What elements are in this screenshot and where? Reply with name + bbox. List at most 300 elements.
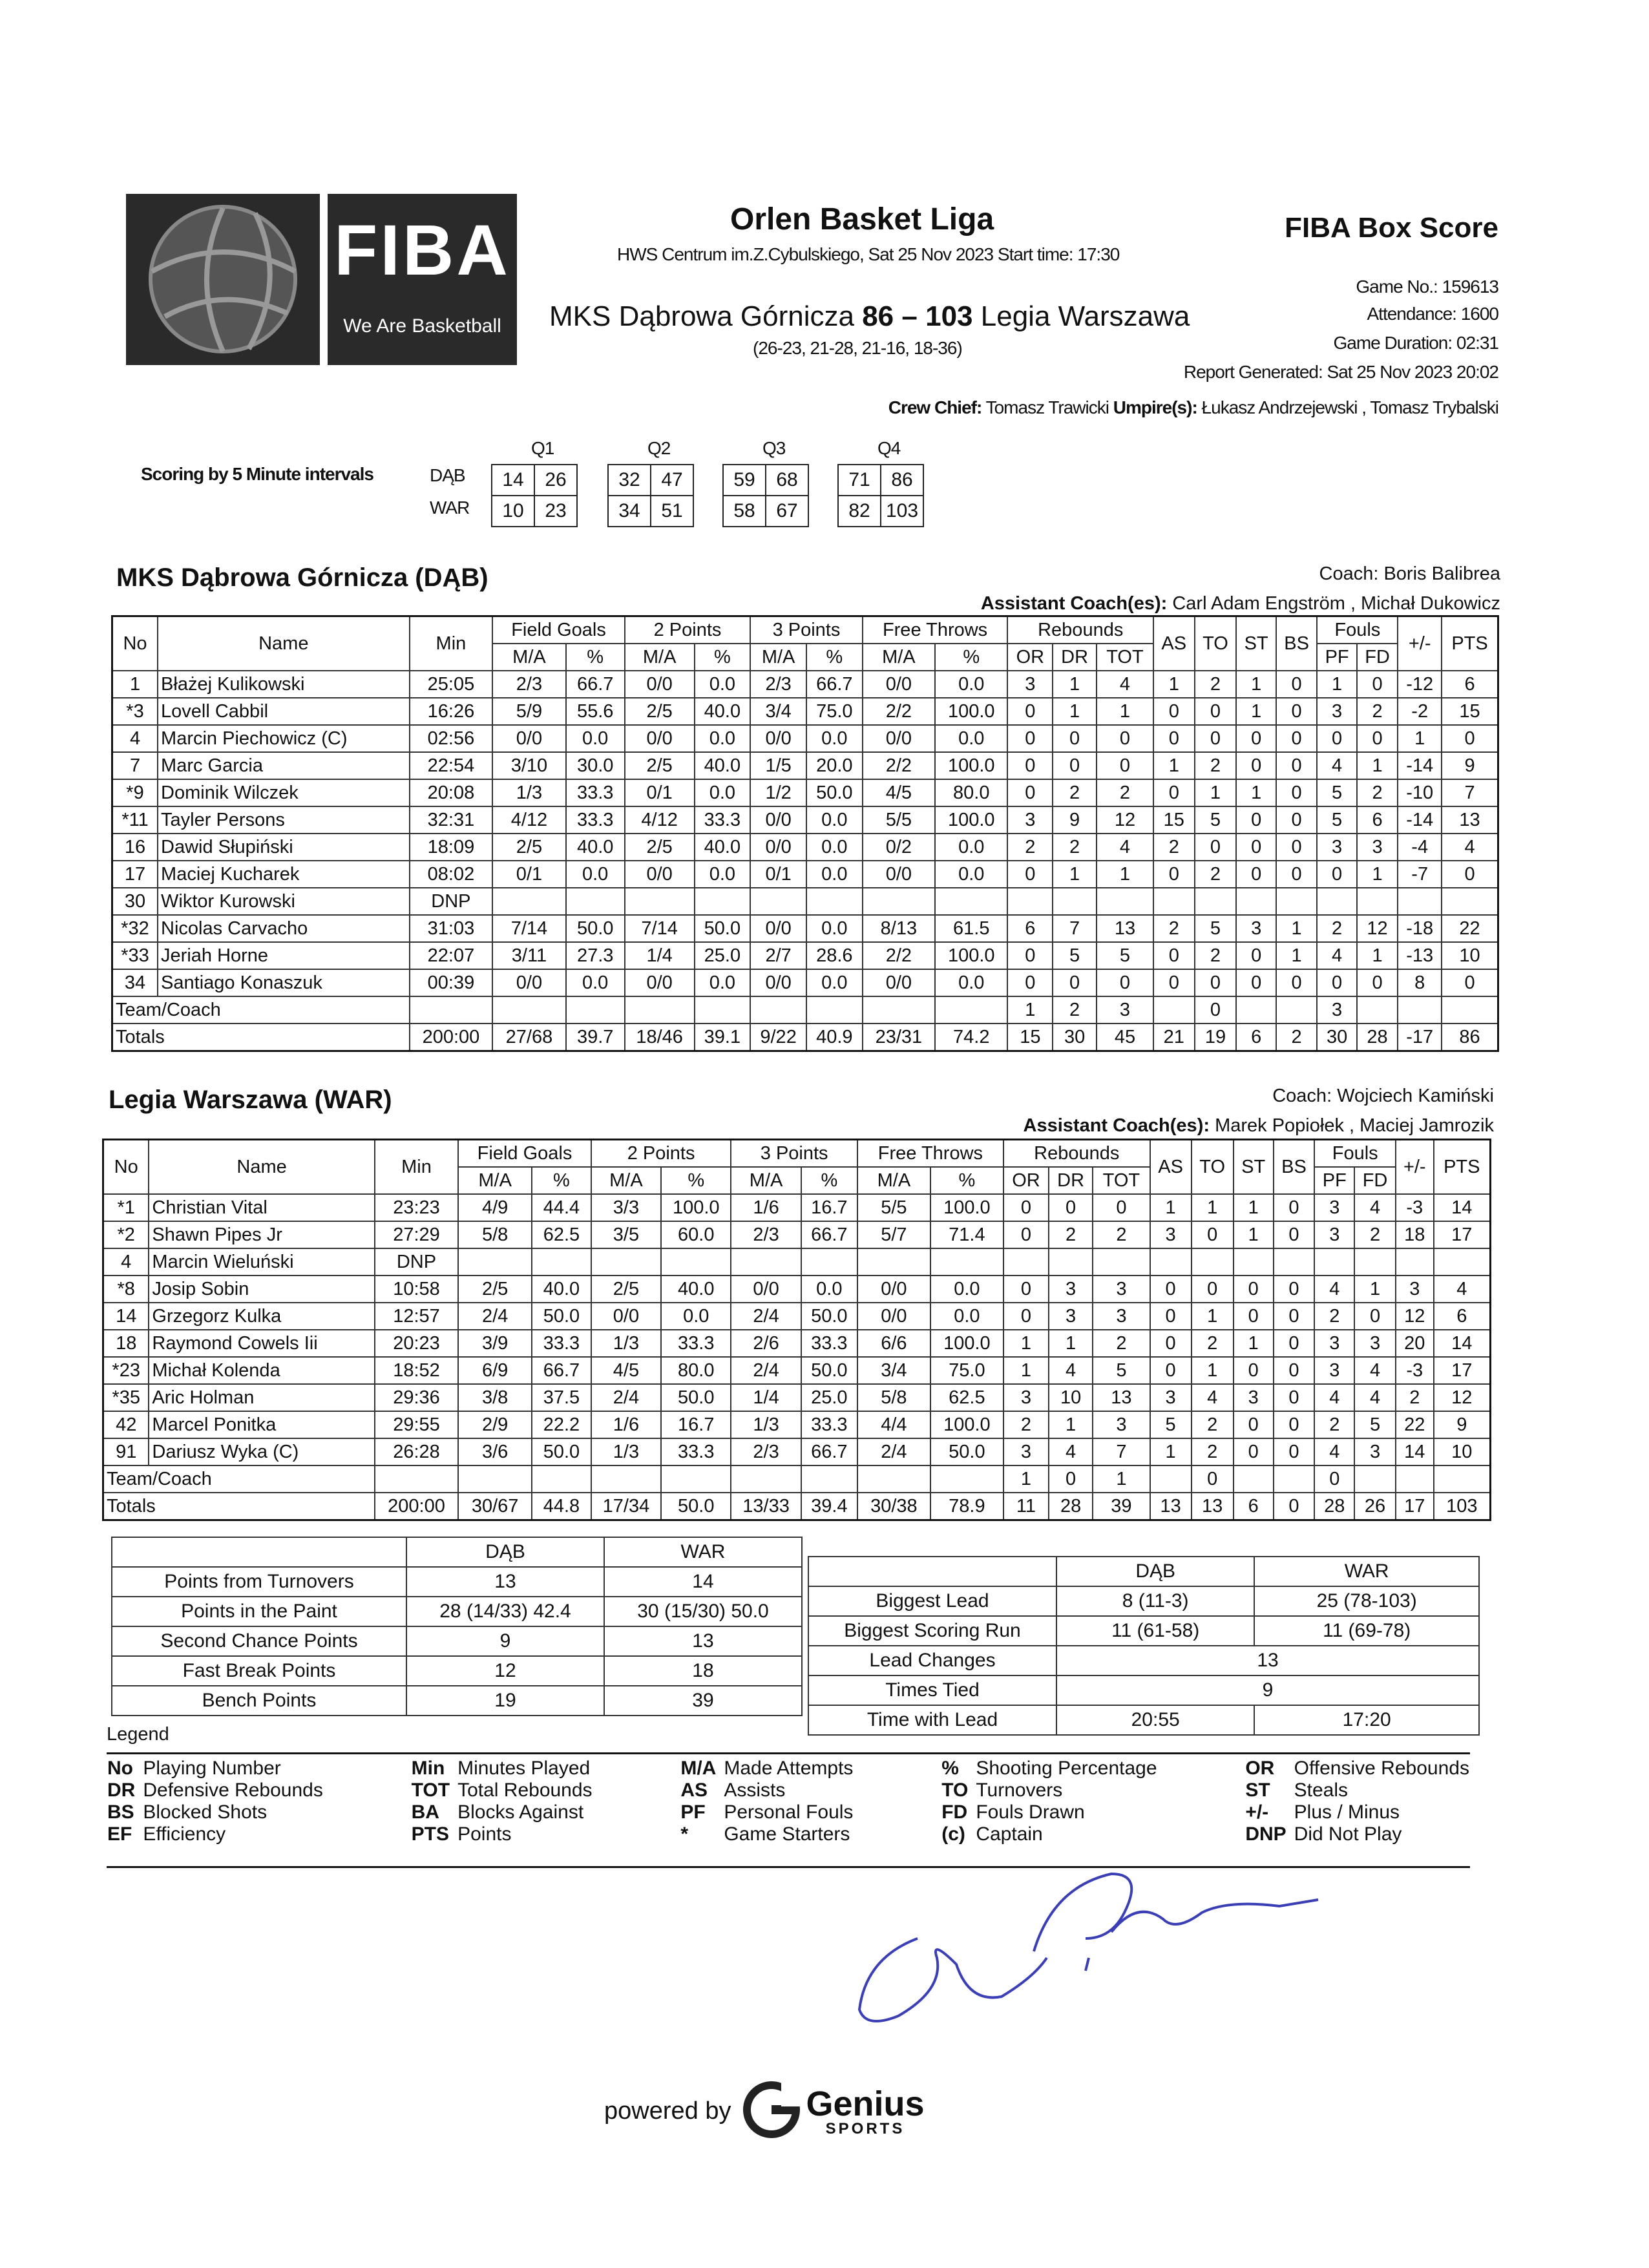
stat-cell: 1 <box>1357 752 1398 779</box>
stat-cell: 1 <box>1049 1411 1093 1438</box>
summary-blank <box>808 1557 1056 1586</box>
summary-label: Time with Lead <box>808 1705 1056 1735</box>
summary-row <box>808 1616 1479 1646</box>
stat-cell <box>1236 888 1276 915</box>
stat-cell: 0 <box>1234 1276 1274 1303</box>
stat-cell: 0 <box>1236 834 1276 861</box>
team-coach-label: Team/Coach <box>112 996 410 1024</box>
stat-cell: 0 <box>1274 1303 1315 1330</box>
stat-cell: 0 <box>1234 1411 1274 1438</box>
stat-cell: 1 <box>1097 698 1153 725</box>
stat-cell: 7 <box>1093 1438 1150 1465</box>
stat-cell: 2 <box>1314 1303 1354 1330</box>
stat-cell: 40.0 <box>566 834 625 861</box>
stat-cell: 0 <box>1007 861 1053 888</box>
stat-cell: 33.3 <box>801 1330 857 1357</box>
stat-cell: 4 <box>1354 1384 1396 1411</box>
player-name: Tayler Persons <box>158 806 409 834</box>
legend-item <box>1241 1780 1473 1801</box>
player-number: *11 <box>112 806 158 834</box>
legend-column <box>103 1758 327 1845</box>
stat-cell <box>1053 888 1097 915</box>
quarter-row <box>723 496 808 527</box>
total-cell: 0 <box>1274 1493 1315 1520</box>
stat-cell: 0 <box>1442 725 1498 752</box>
stat-cell: 75.0 <box>806 698 863 725</box>
stat-cell: 5/8 <box>458 1221 532 1248</box>
team-2-assistants-names: Marek Popiołek , Maciej Jamrozik <box>1215 1115 1494 1136</box>
player-name: Nicolas Carvacho <box>158 915 409 942</box>
stat-cell: 5 <box>1093 1357 1150 1384</box>
legend-desc: Shooting Percentage <box>976 1758 1157 1779</box>
quarter-row <box>608 465 693 496</box>
stat-cell: 32:31 <box>410 806 493 834</box>
stat-cell: 2 <box>1317 915 1356 942</box>
stat-cell: 2/5 <box>625 834 695 861</box>
stat-cell: 0 <box>1007 969 1053 996</box>
stat-cell: 17 <box>1434 1357 1491 1384</box>
total-cell: 74.2 <box>935 1024 1007 1051</box>
scoring-team-1: DĄB <box>430 465 465 485</box>
summary-value: 28 (14/33) 42.4 <box>406 1597 604 1626</box>
summary-label: Biggest Scoring Run <box>808 1616 1056 1646</box>
stat-cell: 2 <box>1314 1411 1354 1438</box>
stat-cell: 66.7 <box>806 671 863 698</box>
team-2-assistants <box>1024 1115 1494 1137</box>
team-2-coach: Coach: Wojciech Kamiński <box>1272 1086 1494 1106</box>
player-row <box>103 1384 1491 1411</box>
col-2-points: 2 Points <box>625 616 750 644</box>
totals-row <box>112 1024 1498 1051</box>
stat-cell: 50.0 <box>532 1438 591 1465</box>
player-name: Błażej Kulikowski <box>158 671 409 698</box>
player-number: 4 <box>103 1248 149 1276</box>
total-cell: 21 <box>1153 1024 1195 1051</box>
stat-cell: 0 <box>1153 942 1195 969</box>
stat-cell: 5/8 <box>857 1384 930 1411</box>
total-cell: 45 <box>1097 1024 1153 1051</box>
stat-cell: 33.3 <box>661 1330 731 1357</box>
legend-item <box>1241 1823 1473 1845</box>
stat-cell: 0 <box>1153 698 1195 725</box>
stat-cell: 66.7 <box>532 1357 591 1384</box>
stat-cell: 3 <box>1049 1303 1093 1330</box>
legend-key: * <box>680 1823 689 1845</box>
stat-cell: 3 <box>1150 1384 1192 1411</box>
stat-cell: 0/0 <box>863 725 935 752</box>
stat-cell <box>591 1248 661 1276</box>
stat-cell: 50.0 <box>566 915 625 942</box>
stat-cell: 0/0 <box>863 671 935 698</box>
stat-cell <box>566 996 625 1024</box>
col-bs: BS <box>1276 616 1318 671</box>
summary-label: Points from Turnovers <box>112 1567 406 1597</box>
stat-cell: 1 <box>1236 671 1276 698</box>
signature <box>840 1861 1331 2058</box>
stat-cell: 0 <box>1317 861 1356 888</box>
interval-score: 26 <box>534 465 577 496</box>
stat-cell: 2/5 <box>625 752 695 779</box>
stat-cell: 1 <box>1007 996 1053 1024</box>
stat-cell: 1 <box>1357 861 1398 888</box>
stat-cell <box>863 888 935 915</box>
stat-cell: 2 <box>1053 834 1097 861</box>
legend-item <box>938 1801 1161 1823</box>
stat-cell <box>801 1465 857 1493</box>
summary-value: 25 (78-103) <box>1254 1586 1479 1616</box>
legend-desc: Minutes Played <box>457 1758 591 1779</box>
stat-cell: 3 <box>1317 996 1356 1024</box>
total-cell: 17 <box>1396 1493 1434 1520</box>
summary-value: 8 (11-3) <box>1056 1586 1254 1616</box>
stat-cell: 0 <box>1192 1465 1234 1493</box>
stat-cell: 5/5 <box>857 1194 930 1221</box>
stat-cell: 2 <box>1093 1221 1150 1248</box>
stat-cell: 02:56 <box>410 725 493 752</box>
player-name: Santiago Konaszuk <box>158 969 409 996</box>
stat-cell: 14 <box>1434 1330 1491 1357</box>
stat-cell: 1 <box>1398 725 1442 752</box>
stat-cell <box>1434 1248 1491 1276</box>
subcol: PF <box>1314 1167 1354 1194</box>
stat-cell: 12 <box>1357 915 1398 942</box>
stat-cell: 40.0 <box>695 752 751 779</box>
stat-cell: 0 <box>1357 671 1398 698</box>
stat-cell <box>1396 1465 1434 1493</box>
legend-key: DNP <box>1245 1823 1287 1845</box>
interval-score: 103 <box>881 496 923 527</box>
stat-cell: 1 <box>1003 1357 1049 1384</box>
player-name: Lovell Cabbil <box>158 698 409 725</box>
stat-cell: 3 <box>1354 1330 1396 1357</box>
summary-team-header: WAR <box>604 1537 802 1567</box>
total-cell: 11 <box>1003 1493 1049 1520</box>
stat-cell <box>1398 888 1442 915</box>
stat-cell: 1 <box>1150 1194 1192 1221</box>
player-row <box>112 671 1498 698</box>
stat-cell: -14 <box>1398 806 1442 834</box>
stat-cell: 9 <box>1434 1411 1491 1438</box>
subcol: % <box>930 1167 1003 1194</box>
total-cell: 28 <box>1357 1024 1398 1051</box>
stat-cell: 3/3 <box>591 1194 661 1221</box>
player-row <box>112 834 1498 861</box>
summary-label: Bench Points <box>112 1686 406 1716</box>
col-3-points: 3 Points <box>750 616 862 644</box>
col-fouls: Fouls <box>1314 1140 1396 1168</box>
stat-cell: 16.7 <box>661 1411 731 1438</box>
stat-cell: 0 <box>1274 1411 1315 1438</box>
stat-cell: 0 <box>1195 698 1237 725</box>
stat-cell: 4 <box>1434 1276 1491 1303</box>
stat-cell: 4 <box>1442 834 1498 861</box>
col-pts: PTS <box>1442 616 1498 671</box>
stat-cell: 4 <box>1314 1384 1354 1411</box>
stat-cell: 33.3 <box>695 806 751 834</box>
stat-cell: 1 <box>1357 942 1398 969</box>
stat-cell: 0 <box>1234 1357 1274 1384</box>
stat-cell: 3 <box>1314 1330 1354 1357</box>
col-no: No <box>112 616 158 671</box>
scoring-label: Scoring by 5 Minute intervals <box>141 464 373 484</box>
stat-cell <box>806 996 863 1024</box>
stat-cell: 2/7 <box>750 942 806 969</box>
player-name: Jeriah Horne <box>158 942 409 969</box>
stat-cell: 0 <box>1007 942 1053 969</box>
total-cell: 23/31 <box>863 1024 935 1051</box>
stat-cell <box>532 1248 591 1276</box>
stat-cell: 1 <box>1097 861 1153 888</box>
summary-value: 20:55 <box>1056 1705 1254 1735</box>
stat-cell: 3 <box>1003 1438 1049 1465</box>
subcol: OR <box>1003 1167 1049 1194</box>
stat-cell: 5 <box>1053 942 1097 969</box>
stat-cell: 6 <box>1434 1303 1491 1330</box>
player-name: Maciej Kucharek <box>158 861 409 888</box>
stat-cell: 1 <box>1236 698 1276 725</box>
team-stats-summary <box>111 1537 803 1716</box>
stat-cell: 0/0 <box>492 969 565 996</box>
interval-score: 59 <box>723 465 766 496</box>
stat-cell: 0 <box>1317 725 1356 752</box>
stat-cell: 62.5 <box>930 1384 1003 1411</box>
legend-desc: Personal Fouls <box>724 1801 854 1823</box>
player-row <box>112 888 1498 915</box>
summary-value: 19 <box>406 1686 604 1716</box>
stat-cell: 0/0 <box>750 725 806 752</box>
stat-cell: 0 <box>1003 1221 1049 1248</box>
genius-brand: Genius <box>806 2084 925 2123</box>
total-cell: 19 <box>1195 1024 1237 1051</box>
stat-cell: 1 <box>1093 1465 1150 1493</box>
legend-item <box>103 1758 327 1780</box>
total-cell: 200:00 <box>375 1493 458 1520</box>
legend-key: (c) <box>941 1823 965 1845</box>
summary-label: Times Tied <box>808 1675 1056 1705</box>
stat-cell: 3/4 <box>750 698 806 725</box>
stat-cell: 15 <box>1442 698 1498 725</box>
stat-cell: 3 <box>1234 1384 1274 1411</box>
player-name: Marcin Piechowicz (C) <box>158 725 409 752</box>
player-name: Aric Holman <box>149 1384 374 1411</box>
player-number: 4 <box>112 725 158 752</box>
stat-cell: 4 <box>1317 942 1356 969</box>
col-min: Min <box>375 1140 458 1195</box>
stat-cell: 27:29 <box>375 1221 458 1248</box>
stat-cell: 9 <box>1053 806 1097 834</box>
summary-row <box>808 1705 1479 1735</box>
col-field-goals: Field Goals <box>458 1140 591 1168</box>
stat-cell: 0/0 <box>625 861 695 888</box>
stat-cell <box>731 1248 801 1276</box>
stat-cell: 5 <box>1195 806 1237 834</box>
stat-cell <box>695 996 751 1024</box>
stat-cell: 0 <box>1053 752 1097 779</box>
stat-cell: 25.0 <box>695 942 751 969</box>
stat-cell: 0 <box>1007 725 1053 752</box>
subcol: % <box>801 1167 857 1194</box>
summary-blank <box>112 1537 406 1567</box>
stat-cell: DNP <box>375 1248 458 1276</box>
stat-cell: 0 <box>1192 1276 1234 1303</box>
stat-cell: 2 <box>1097 779 1153 806</box>
stat-cell: 4 <box>1354 1194 1396 1221</box>
stat-cell <box>625 888 695 915</box>
stat-cell: 0.0 <box>930 1303 1003 1330</box>
legend-key: M/A <box>680 1758 717 1779</box>
total-cell: 15 <box>1007 1024 1053 1051</box>
interval-score: 82 <box>838 496 881 527</box>
stat-cell: 1/2 <box>750 779 806 806</box>
stat-cell: 0 <box>1236 806 1276 834</box>
player-name: Dawid Słupiński <box>158 834 409 861</box>
legend-item <box>408 1758 596 1780</box>
stat-cell: 0 <box>1354 1303 1396 1330</box>
game-flow-summary <box>808 1556 1480 1736</box>
interval-score: 32 <box>608 465 651 496</box>
stat-cell: 0.0 <box>935 725 1007 752</box>
stat-cell: 0 <box>1093 1194 1150 1221</box>
legend-item <box>103 1823 327 1845</box>
stat-cell: 10 <box>1434 1438 1491 1465</box>
summary-team-header: DĄB <box>1056 1557 1254 1586</box>
stat-cell: 2/3 <box>750 671 806 698</box>
team-1-assistants-label: Assistant Coach(es): <box>980 593 1168 614</box>
stat-cell: 20 <box>1396 1330 1434 1357</box>
stat-cell: 12 <box>1396 1303 1434 1330</box>
stat-cell: 8/13 <box>863 915 935 942</box>
stat-cell: 4 <box>1317 752 1356 779</box>
stat-cell: 0 <box>1007 752 1053 779</box>
stat-cell: 2/3 <box>731 1438 801 1465</box>
stat-cell: -2 <box>1398 698 1442 725</box>
legend-item <box>938 1758 1161 1780</box>
stat-cell: 0.0 <box>801 1276 857 1303</box>
stat-cell: 18 <box>1396 1221 1434 1248</box>
stat-cell: 2 <box>1192 1411 1234 1438</box>
stat-cell: 4 <box>1354 1357 1396 1384</box>
stat-cell <box>731 1465 801 1493</box>
stat-cell: 2/4 <box>731 1303 801 1330</box>
stat-cell: 0 <box>1195 996 1237 1024</box>
legend-item <box>408 1823 596 1845</box>
stat-cell: 0 <box>1276 834 1318 861</box>
stat-cell: 14 <box>1434 1194 1491 1221</box>
stat-cell: 0 <box>1317 969 1356 996</box>
stat-cell: 0 <box>1049 1194 1093 1221</box>
stat-cell: 0 <box>1274 1276 1315 1303</box>
stat-cell: 0/0 <box>750 915 806 942</box>
stat-cell: 1 <box>1150 1438 1192 1465</box>
legend-key: TOT <box>411 1780 450 1801</box>
stat-cell: 2 <box>1195 671 1237 698</box>
stat-cell <box>591 1465 661 1493</box>
stat-cell <box>1398 996 1442 1024</box>
stat-cell: 4 <box>1097 671 1153 698</box>
stat-cell: 0.0 <box>566 861 625 888</box>
legend-desc: Blocked Shots <box>143 1801 268 1823</box>
stat-cell <box>1274 1465 1315 1493</box>
stat-cell: 1 <box>1195 779 1237 806</box>
stat-cell: 3 <box>1236 915 1276 942</box>
stat-cell: 0 <box>1153 861 1195 888</box>
quarter-row <box>492 496 577 527</box>
stat-cell: 1 <box>1003 1330 1049 1357</box>
summary-label: Fast Break Points <box>112 1656 406 1686</box>
stat-cell: 1 <box>1153 671 1195 698</box>
stat-cell: 3/8 <box>458 1384 532 1411</box>
stat-cell: 55.6 <box>566 698 625 725</box>
stat-cell: 0 <box>1007 779 1053 806</box>
stat-cell: 0 <box>1276 861 1318 888</box>
player-row <box>112 969 1498 996</box>
stat-cell: 20.0 <box>806 752 863 779</box>
legend-item <box>408 1801 596 1823</box>
stat-cell: 0 <box>1053 969 1097 996</box>
subcol: TOT <box>1097 644 1153 671</box>
stat-cell <box>806 888 863 915</box>
stat-cell: 1 <box>1234 1330 1274 1357</box>
stat-cell: 4 <box>1049 1357 1093 1384</box>
stat-cell: 2 <box>1003 1411 1049 1438</box>
col-field-goals: Field Goals <box>492 616 624 644</box>
stat-cell: 2/2 <box>863 942 935 969</box>
score-dash: – <box>901 300 918 332</box>
stat-cell: 29:55 <box>375 1411 458 1438</box>
team-coach-row <box>103 1465 1491 1493</box>
stat-cell: 3 <box>1150 1221 1192 1248</box>
stat-cell: 0 <box>1276 752 1318 779</box>
stat-cell: 50.0 <box>801 1357 857 1384</box>
summary-value: 12 <box>406 1656 604 1686</box>
quarter-table-3 <box>722 464 809 527</box>
total-cell: 39.1 <box>695 1024 751 1051</box>
legend-desc: Turnovers <box>976 1780 1063 1801</box>
stat-cell: 5 <box>1195 915 1237 942</box>
total-cell: 28 <box>1314 1493 1354 1520</box>
legend-desc: Game Starters <box>724 1823 850 1845</box>
doc-title: FIBA Box Score <box>1285 212 1498 244</box>
team-2-name: Legia Warszawa (WAR) <box>109 1086 392 1114</box>
stat-cell: 3 <box>1396 1276 1434 1303</box>
legend-key: +/- <box>1245 1801 1269 1823</box>
stat-cell: 23:23 <box>375 1194 458 1221</box>
stat-cell: 40.0 <box>695 834 751 861</box>
stat-cell: 0/1 <box>750 861 806 888</box>
summary-value: 11 (69-78) <box>1254 1616 1479 1646</box>
summary-row <box>112 1597 802 1626</box>
stat-cell: 0/0 <box>492 725 565 752</box>
stat-cell: 7 <box>1053 915 1097 942</box>
stat-cell: 5 <box>1097 942 1153 969</box>
stat-cell: -13 <box>1398 942 1442 969</box>
stat-cell: 0 <box>1276 779 1318 806</box>
stat-cell: 0.0 <box>935 861 1007 888</box>
stat-cell: 2/5 <box>625 698 695 725</box>
stat-cell: 0/0 <box>750 834 806 861</box>
stat-cell: 100.0 <box>930 1330 1003 1357</box>
stat-cell: 0 <box>1053 725 1097 752</box>
total-cell: 13 <box>1192 1493 1234 1520</box>
legend-column <box>938 1758 1161 1845</box>
header-row <box>103 1140 1491 1168</box>
subcol: M/A <box>492 644 565 671</box>
stat-cell: 0 <box>1234 1303 1274 1330</box>
stat-cell: 2/5 <box>591 1276 661 1303</box>
player-number: *8 <box>103 1276 149 1303</box>
quarter-label-3: Q3 <box>762 438 786 458</box>
col-fouls: Fouls <box>1317 616 1398 644</box>
